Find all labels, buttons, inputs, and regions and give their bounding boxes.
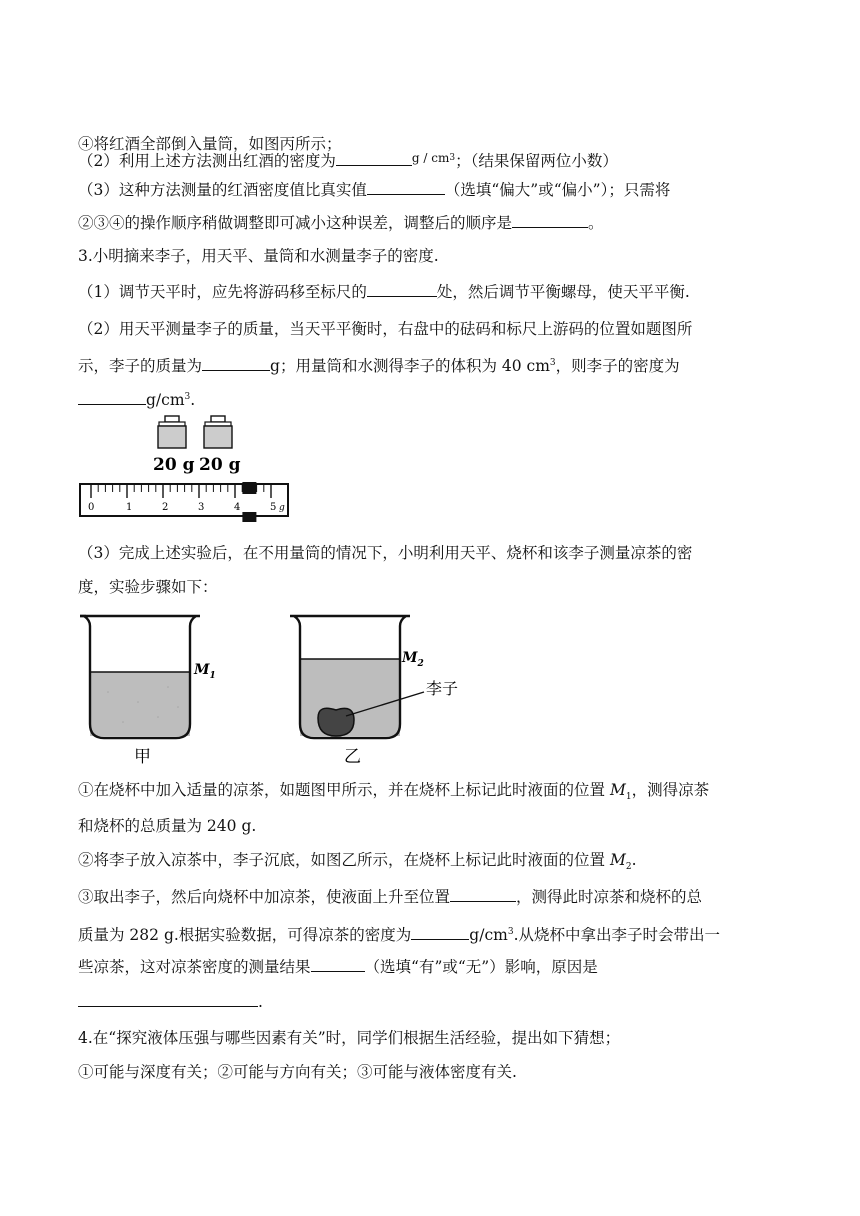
answer-blank[interactable] — [450, 887, 516, 902]
question-3-2: （2）用天平测量李子的质量，当天平平衡时，右盘中的砝码和标尺上游码的位置如题图所 — [78, 320, 693, 338]
beaker-yi — [290, 616, 458, 767]
step-2: ②将李子放入凉茶中，李子沉底，如图乙所示，在烧杯上标记此时液面的位置 $M_2$. — [78, 851, 637, 873]
caption-jia: 甲 — [134, 747, 151, 767]
tick-label: 3 — [198, 502, 205, 513]
step-1: ①在烧杯中加入适量的凉茶，如题图甲所示，并在烧杯上标记此时液面的位置 $M_1$，测得凉茶 — [78, 781, 710, 803]
tick-label: 5 — [270, 502, 277, 513]
step-3-line-3: 些凉茶，这对凉茶密度的测量结果 （选填“有”或“无”）影响，原因是 — [78, 958, 598, 976]
plum-label: 李子 — [426, 679, 459, 698]
question-3-3-line-2: 度，实验步骤如下： — [78, 578, 218, 596]
tick-label: 1 — [126, 502, 133, 513]
answer-blank[interactable] — [367, 282, 437, 297]
answer-blank[interactable] — [367, 180, 445, 195]
question-3-3: （3）完成上述实验后，在不用量筒的情况下，小明利用天平、烧杯和该李子测量凉茶的密 — [78, 544, 693, 562]
answer-blank[interactable] — [78, 390, 146, 405]
question-2-3-line: （3）这种方法测量的红酒密度值比真实值 （选填“偏大”或“偏小”）；只需将 — [78, 181, 671, 199]
answer-blank[interactable] — [78, 992, 258, 1007]
question-3-2-line-2: 示，李子的质量为 g；用量筒和水测得李子的体积为 40 $cm^3$，则李子的密度为 — [78, 357, 680, 376]
step-3-line-2: 质量为 282 g.根据实验数据，可得凉茶的密度为 $g/cm^3$.从烧杯中拿出李子时会带出一 — [78, 926, 720, 945]
answer-blank[interactable] — [336, 151, 412, 166]
mark-m2: $M_2$ — [402, 650, 424, 669]
step-3-line-4: . — [78, 992, 263, 1012]
answer-blank[interactable] — [512, 213, 588, 228]
step-1-line-2: 和烧杯的总质量为 240 g. — [78, 817, 257, 835]
question-2-2-line: （2）利用上述方法测出红酒的密度为 $^{g / cm3}$；（结果保留两位小数） — [78, 151, 618, 171]
question-4-hypotheses: ①可能与深度有关；②可能与方向有关；③可能与液体密度有关. — [78, 1063, 517, 1081]
tick-label: 2 — [162, 502, 169, 513]
question-4-intro: 4.在“探究液体压强与哪些因素有关”时，同学们根据生活经验，提出如下猜想； — [78, 1029, 621, 1047]
answer-blank[interactable] — [311, 957, 365, 972]
mark-m1: $M_1$ — [194, 662, 216, 681]
weight-icon — [204, 416, 232, 448]
weight-label: 20 g — [199, 455, 241, 475]
scale-tick-labels — [88, 502, 285, 513]
answer-blank[interactable] — [411, 925, 469, 940]
tick-label: 0 — [88, 502, 95, 513]
answer-blank[interactable] — [202, 356, 270, 371]
question-3-2-line-3: $g/cm^3$. — [78, 387, 195, 410]
step-4-text: ④将红酒全部倒入量筒，如图丙所示； — [78, 135, 342, 153]
plum-icon — [318, 708, 354, 736]
question-3-intro: 3.小明摘来李子，用天平、量筒和水测量李子的密度. — [78, 247, 439, 265]
rider-top — [242, 482, 256, 494]
question-2-3-line-2: ②③④的操作顺序稍做调整即可减小这种误差，调整后的顺序是 。 — [78, 214, 604, 232]
rider-bottom — [242, 512, 256, 522]
scale-unit: g — [279, 503, 285, 513]
weight-label: 20 g — [153, 455, 195, 475]
beakers-figure — [78, 612, 478, 772]
weight-icon — [158, 416, 186, 448]
beaker-jia — [80, 616, 216, 767]
caption-yi: 乙 — [344, 747, 361, 767]
tick-label: 4 — [234, 502, 241, 513]
question-3-1: （1）调节天平时，应先将游码移至标尺的 处，然后调节平衡螺母，使天平平衡. — [78, 283, 690, 301]
balance-scale-figure — [78, 412, 308, 522]
step-3: ③取出李子，然后向烧杯中加凉茶，使液面上升至位置 ，测得此时凉茶和烧杯的总 — [78, 888, 703, 906]
